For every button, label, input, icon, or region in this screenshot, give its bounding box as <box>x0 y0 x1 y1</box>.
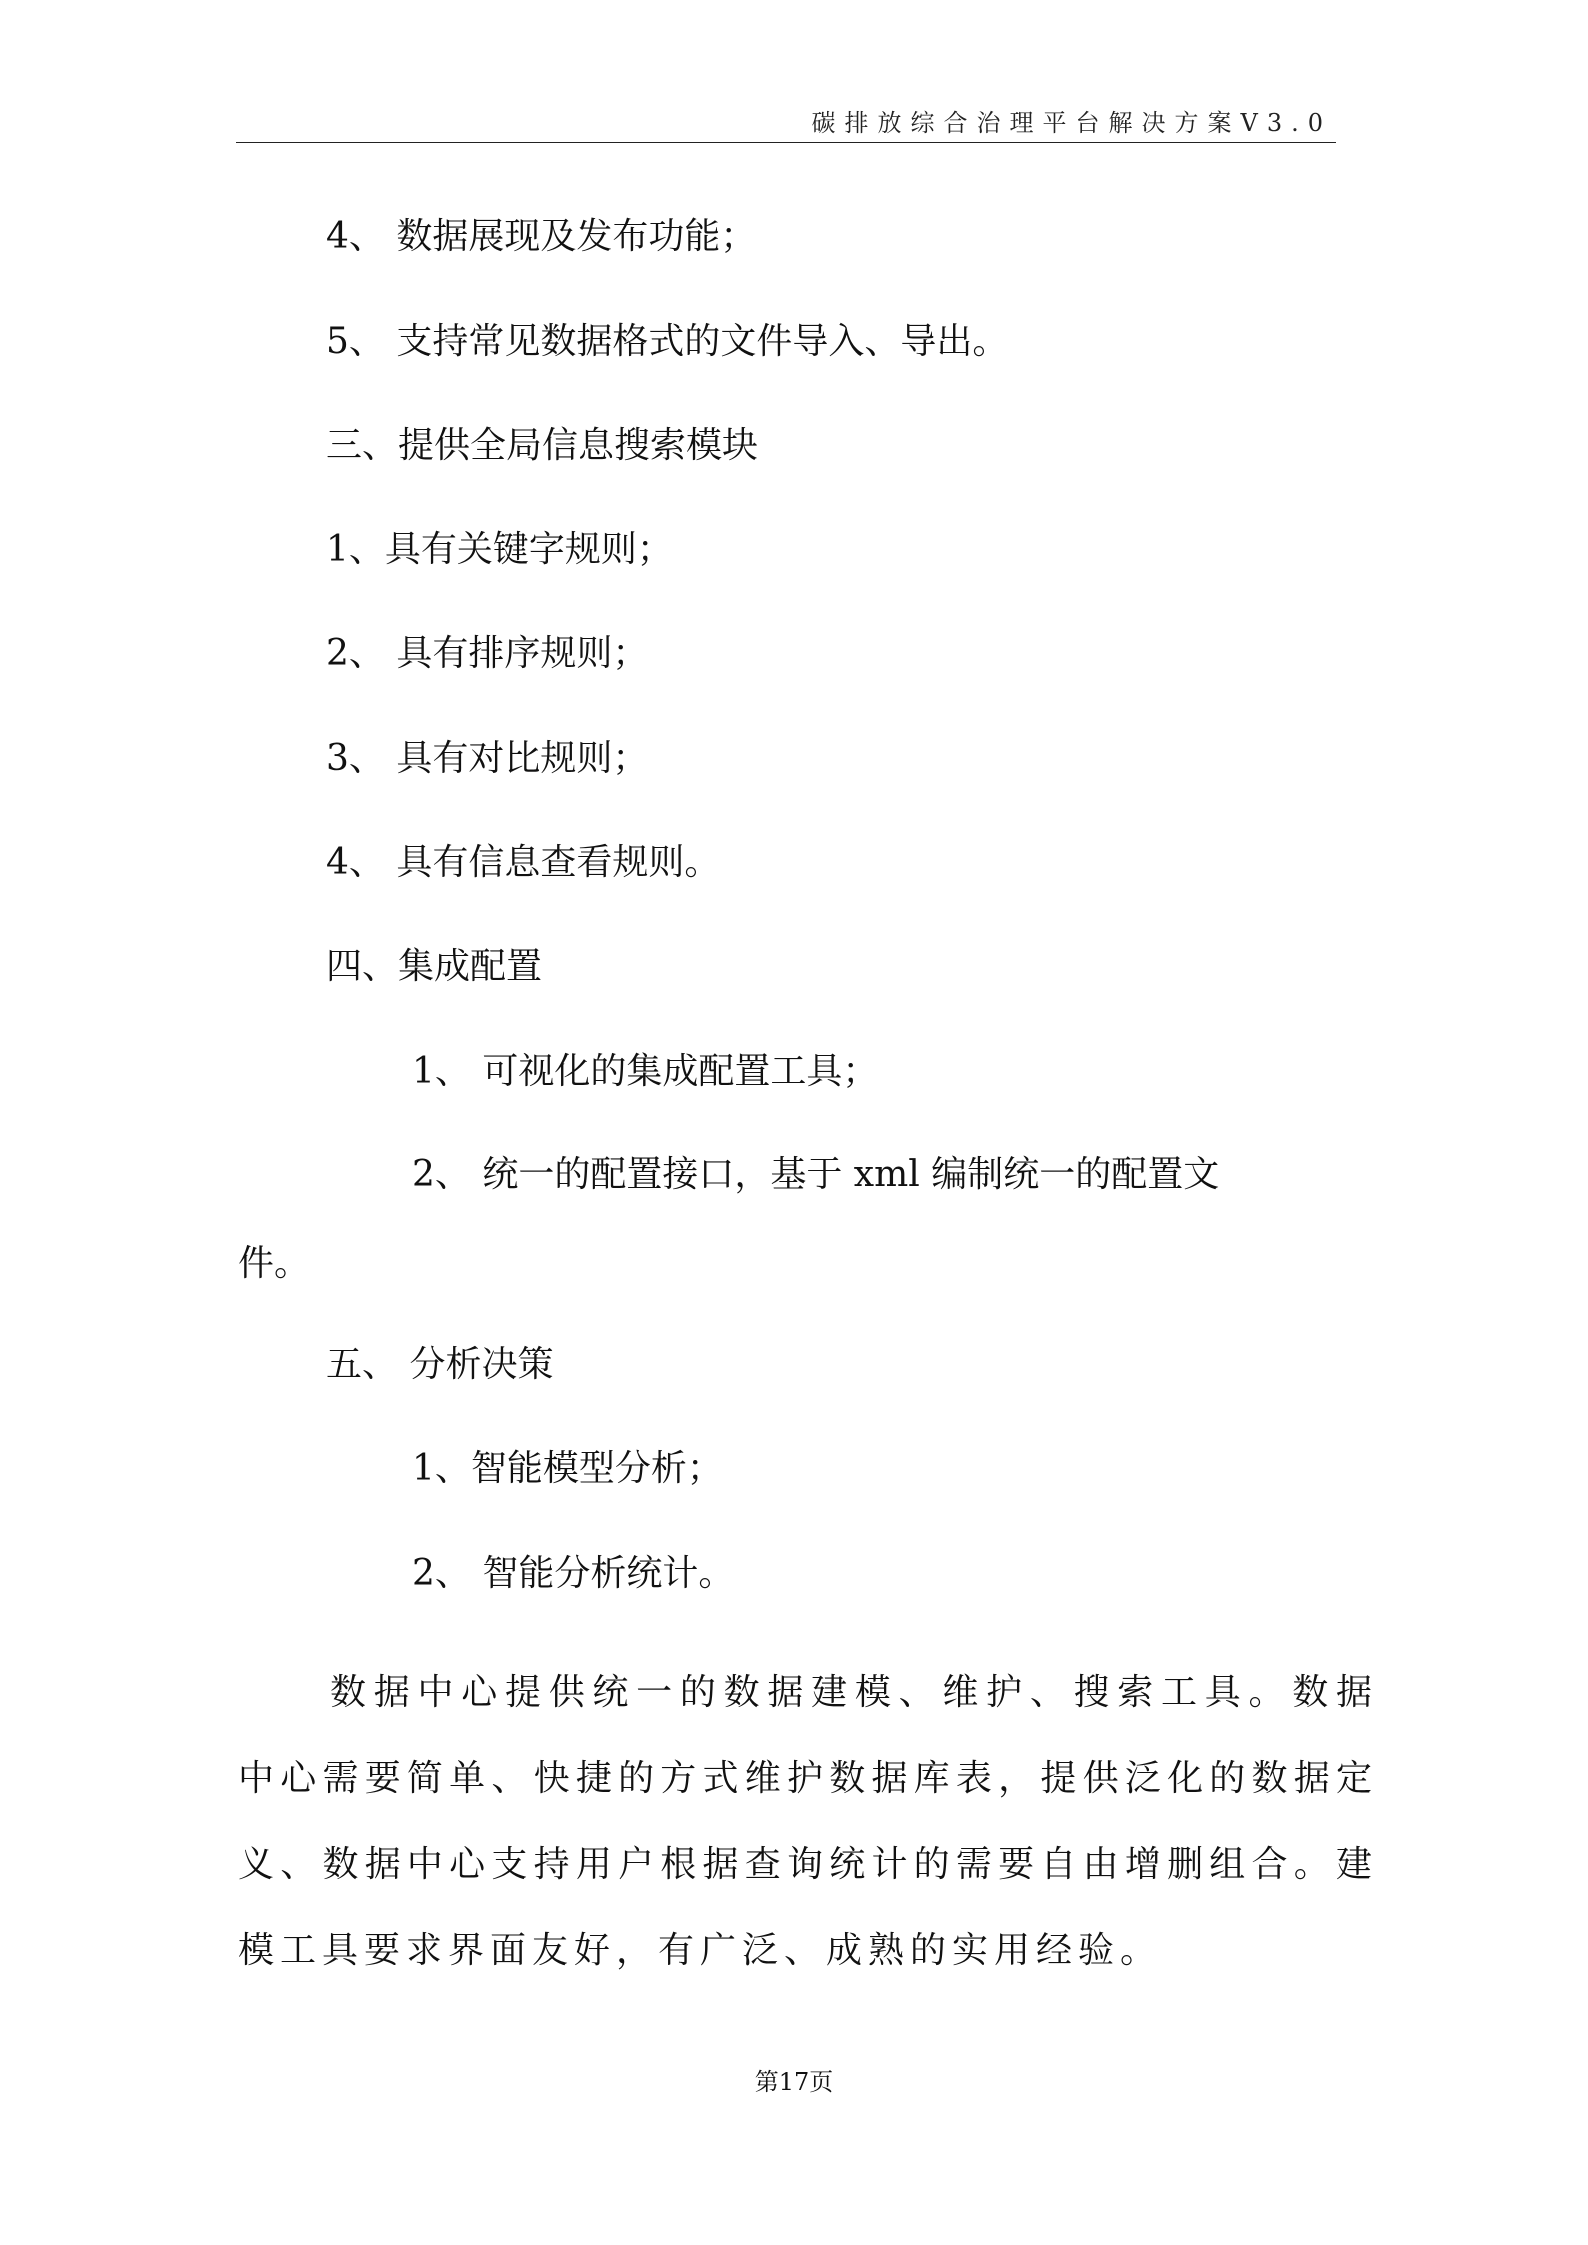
list-item: 3、 具有对比规则； <box>326 738 649 779</box>
page-number: 第17页 <box>754 2068 834 2096</box>
list-item: 5、 支持常见数据格式的文件导入、导出。 <box>326 321 1009 362</box>
section-heading: 五、 分析决策 <box>326 1344 554 1385</box>
list-item: 1、智能模型分析； <box>412 1448 723 1489</box>
section-heading: 三、提供全局信息搜索模块 <box>326 425 759 466</box>
page-header <box>236 108 1336 143</box>
list-item: 1、 可视化的集成配置工具； <box>412 1051 879 1092</box>
list-item: 2、 具有排序规则； <box>326 633 649 674</box>
body-paragraph: 数据中心提供统一的数据建模、维护、搜索工具。数据中心需要简单、快捷的方式维护数据库表，提供泛化的数据定义、数据中心支持用户根据查询统计的需要自由增删组合。建模工具要求界面友好，有广泛、成熟的实用经验。 <box>238 1672 1378 1971</box>
list-item: 2、 智能分析统计。 <box>412 1553 735 1594</box>
list-item: 2、 统一的配置接口，基于 xml 编制统一的配置文 <box>412 1154 1220 1195</box>
list-item: 4、 具有信息查看规则。 <box>326 842 721 883</box>
section-heading: 四、集成配置 <box>326 946 543 987</box>
list-item: 4、 数据展现及发布功能； <box>326 216 757 257</box>
list-item-continuation: 件。 <box>238 1243 311 1284</box>
list-item: 1、具有关键字规则； <box>326 529 673 570</box>
header-title: 碳排放综合治理平台解决方案V3.0 <box>811 109 1332 137</box>
